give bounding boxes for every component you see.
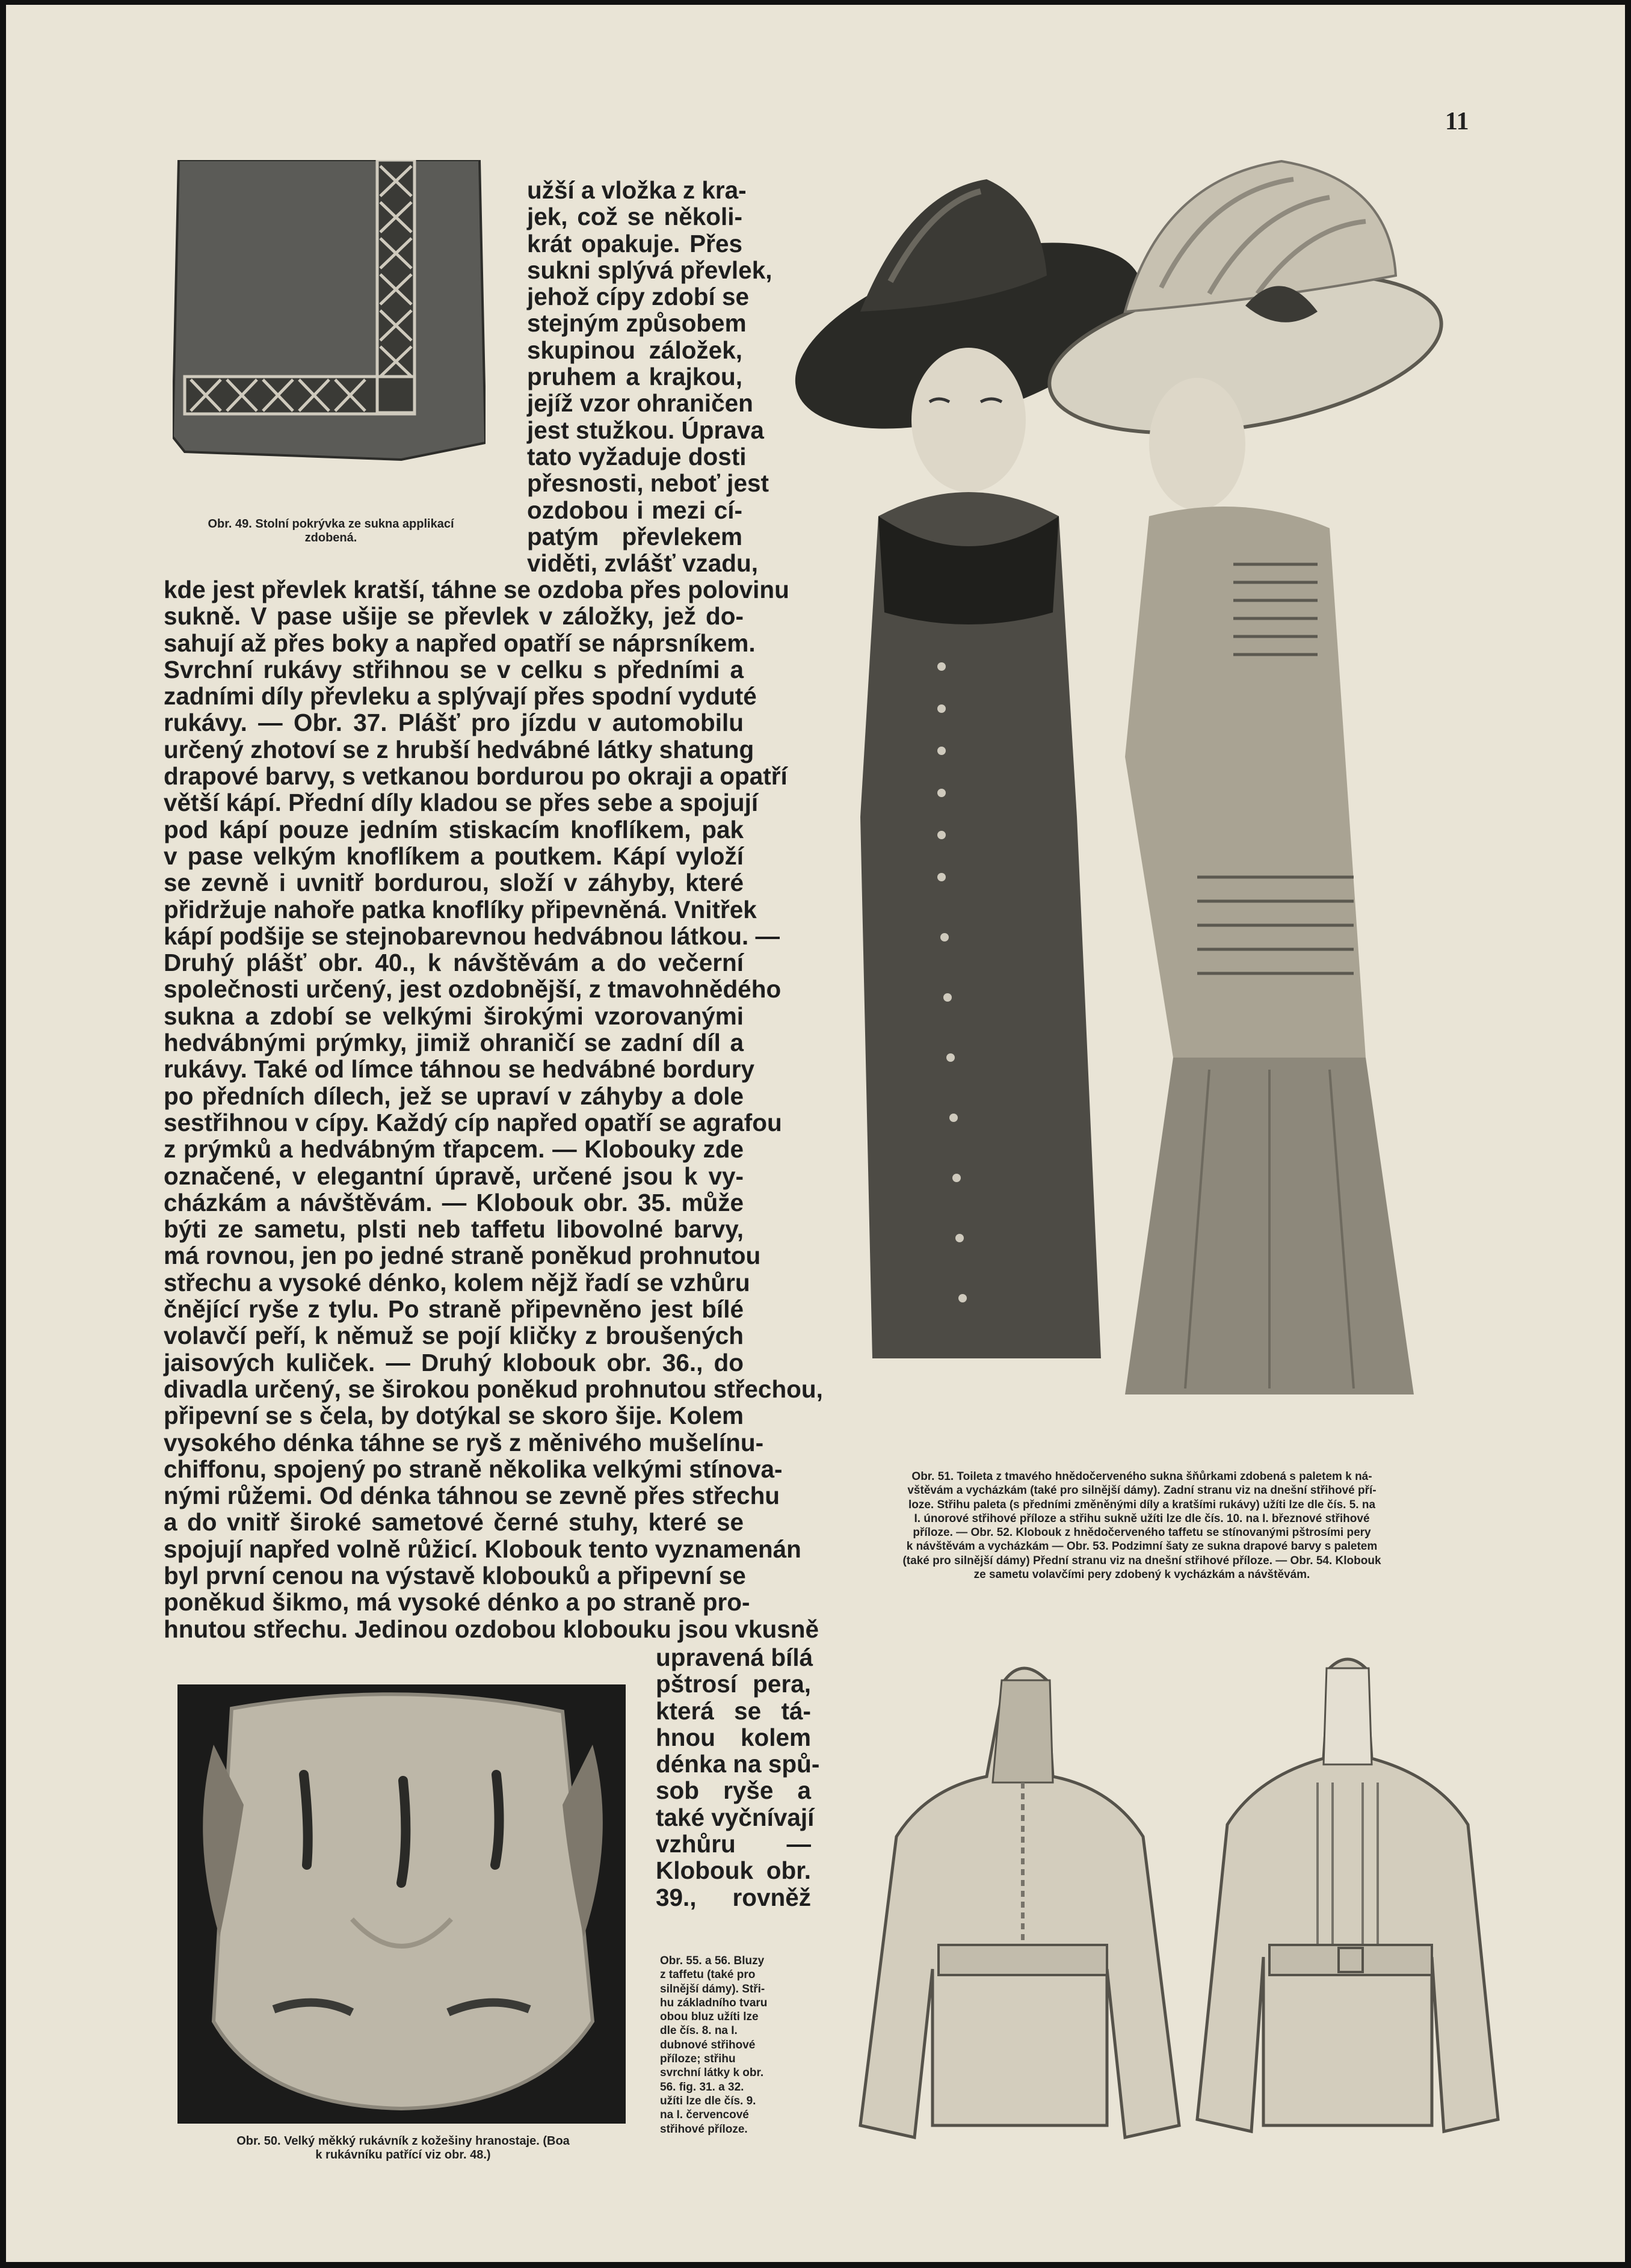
text-line: 39., rovněž	[656, 1883, 811, 1911]
text-line: sukně. V pase ušije se převlek v záložky, jež do-	[164, 602, 744, 630]
text-column-main	[164, 576, 823, 1643]
caption-line: příloze; střihu	[660, 2053, 736, 2066]
text-line: přidržuje nahoře patka knoflíky připevněná. Vnitřek	[164, 895, 757, 923]
text-line: jek, což se několi-	[527, 203, 742, 231]
text-line: střechu a vysoké dénko, kolem nějž řadí se vzhůru	[164, 1268, 750, 1296]
text-line: sahují až přes boky a napřed opatří se náprsníkem.	[164, 629, 756, 657]
text-line: viděti, zvlášť vzadu,	[527, 549, 759, 578]
caption-line: obou bluz užíti lze	[660, 2011, 759, 2024]
text-line: drapové barvy, s vetkanou bordurou po okraji a opatří	[164, 762, 788, 790]
caption-line: (také pro silnější dámy) Přední stranu viz na dnešní střihové příloze. — Obr. 54. Klobouk	[902, 1554, 1381, 1567]
caption-fig50	[156, 2134, 650, 2162]
caption-line: I. únorové střihové příloze a střihu sukně užíti lze dle čís. 10. na I. březnové střihové	[914, 1512, 1370, 1525]
text-line: cházkám a návštěvám. — Klobouk obr. 35. může	[164, 1188, 744, 1216]
caption-line: hu základního tvaru	[660, 1996, 768, 2009]
caption-line: svrchní látky k obr.	[660, 2066, 764, 2080]
text-line: byl první cenou na výstavě klobouků a připevní se	[164, 1561, 746, 1589]
text-line: a do vnitř široké sametové černé stuhy, které se	[164, 1508, 744, 1536]
text-line: divadla určený, se širokou poněkud prohnutou střechou,	[164, 1375, 823, 1403]
text-line: spojují napřed volně růžicí. Klobouk tento vyznamenán	[164, 1535, 801, 1563]
text-line: čnějící ryše z tylu. Po straně připevněno jest bílé	[164, 1295, 744, 1324]
caption-line: dle čís. 8. na I.	[660, 2024, 738, 2038]
caption-line: střihové příloze.	[660, 2122, 748, 2136]
caption-line: Obr. 49. Stolní pokrývka ze sukna applikací	[208, 517, 454, 531]
fashion-illustration-image	[788, 155, 1510, 1407]
text-line: pruhem a krajkou,	[527, 363, 742, 391]
caption-line: silnější dámy). Stři-	[660, 1982, 765, 1995]
text-line: označené, v elegantní úpravě, určené jsou k vy-	[164, 1162, 744, 1190]
text-line: která se tá-	[656, 1696, 811, 1725]
caption-line: dubnové střihové	[660, 2038, 756, 2051]
caption-line: příloze. — Obr. 52. Klobouk z hnědočerveného taffetu se stínovanými pštrosími pery	[913, 1526, 1371, 1539]
text-line: stejným způsobem	[527, 309, 747, 337]
text-line: jejíž vzor ohraničen	[527, 389, 753, 418]
text-line: nými růžemi. Od dénka táhnou se zevně přes střechu	[164, 1482, 780, 1510]
figure-51-54-fashion-illustration	[788, 155, 1510, 1407]
text-line: z prýmků a hedvábným třapcem. — Klobouky zde	[164, 1135, 744, 1163]
text-line: tato vyžaduje dosti	[527, 442, 747, 470]
text-line: kápí podšije se stejnobarevnou hedvábnou látkou. —	[164, 922, 780, 950]
figure-49-table-cover	[173, 160, 486, 461]
text-line: pod kápí pouze jedním stiskacím knoflíkem, pak	[164, 815, 744, 843]
muff-image	[177, 1684, 626, 2124]
text-line: hnutou střechu. Jedinou ozdobou klobouku jsou vkusně	[164, 1615, 819, 1643]
text-line: vysokého dénka táhne se ryš z měnivého mušelínu-	[164, 1428, 764, 1456]
text-line: upravená bílá	[656, 1644, 813, 1671]
caption-line: Obr. 50. Velký měkký rukávník z kožešiny hranostaje. (Boa	[236, 2134, 570, 2148]
text-line: vzhůru —	[656, 1830, 811, 1858]
text-line: volavčí peří, k němuž se pojí kličky z broušených	[164, 1322, 744, 1350]
text-line: ozdobou i mezi cí-	[527, 496, 742, 524]
text-line: rukávy. Také od límce táhnou se hedvábné bordury	[164, 1055, 755, 1083]
caption-line: Obr. 51. Toileta z tmavého hnědočerveného sukna šňůrkami zdobená s paletem k ná-	[911, 1470, 1372, 1483]
table-cover-image	[173, 160, 486, 461]
text-line: sukni splývá převlek,	[527, 256, 772, 284]
text-line: sestřihnou v cípy. Každý cíp napřed opatří se agrafou	[164, 1108, 782, 1136]
text-line: připevní se s čela, by dotýkal se skoro šije. Kolem	[164, 1402, 744, 1430]
page-number: 11	[1445, 108, 1469, 135]
text-line: hedvábnými prýmky, jimiž ohraničí se zadní díl a	[164, 1029, 744, 1057]
text-line: má rovnou, jen po jedné straně poněkud prohnutou	[164, 1242, 761, 1270]
text-line: zadními díly převleku a splývají přes spodní vyduté	[164, 682, 757, 710]
text-line: větší kápí. Přední díly kladou se přes sebe a spojují	[164, 789, 759, 817]
text-line: po předních dílech, jež se upraví v záhyby a dole	[164, 1082, 744, 1110]
text-line: jehož cípy zdobí se	[527, 283, 750, 311]
caption-fig51-54	[769, 1470, 1515, 1582]
text-line: pštrosí pera,	[656, 1670, 811, 1698]
text-line: také vyčnívají	[656, 1803, 815, 1831]
caption-line: Obr. 55. a 56. Bluzy	[660, 1955, 765, 1967]
text-line: dénka na spů-	[656, 1750, 820, 1778]
text-line: patým převlekem	[527, 522, 742, 550]
text-line: Klobouk obr.	[656, 1857, 811, 1885]
text-line: Svrchní rukávy střihnou se v celku s předními a	[164, 655, 744, 683]
text-line: skupinou záložek,	[527, 336, 742, 364]
text-line: býti ze sametu, plsti neb taffetu libovolné barvy,	[164, 1215, 744, 1243]
text-column-bottom	[656, 1644, 820, 1911]
text-line: kde jest převlek kratší, táhne se ozdoba přes polovinu	[164, 576, 789, 603]
text-line: krát opakuje. Přes	[527, 229, 742, 257]
caption-fig49	[156, 517, 505, 545]
text-line: společnosti určený, jest ozdobnější, z tmavohnědého	[164, 975, 782, 1003]
text-line: sukna a zdobí se velkými širokými vzorovanými	[164, 1002, 744, 1030]
text-line: jest stužkou. Úprava	[527, 416, 764, 444]
text-line: sob ryše a	[656, 1776, 811, 1805]
caption-line: loze. Střihu paleta (s předními změněnými díly a kratšími rukávy) užíti lze dle čís. 5. na	[908, 1498, 1376, 1511]
caption-line: k návštěvám a vycházkám — Obr. 53. Podzimní šaty ze sukna drapové barvy s paletem	[906, 1540, 1378, 1553]
caption-line: zdobená.	[304, 531, 357, 544]
text-line: užší a vložka z kra-	[527, 176, 747, 204]
caption-line: 56. fig. 31. a 32.	[660, 2080, 744, 2094]
caption-line: ze sametu volavčími pery zdobený k vycházkám a návštěvám.	[973, 1568, 1310, 1582]
text-line: Druhý plášť obr. 40., k návštěvám a do večerní	[164, 949, 744, 977]
text-line: v pase velkým knoflíkem a poutkem. Kápí vyloží	[164, 842, 744, 870]
text-line: poněkud šikmo, má vysoké dénko a po straně pro-	[164, 1588, 750, 1616]
text-line: rukávy. — Obr. 37. Plášť pro jízdu v automobilu	[164, 709, 744, 737]
caption-line: z taffetu (také pro	[660, 1968, 756, 1982]
text-column-top	[527, 176, 772, 578]
blouses-image	[842, 1644, 1510, 2149]
caption-line: vštěvám a vycházkám (také pro silnější dámy). Zadní stranu viz na dnešní střihové pří-	[907, 1484, 1377, 1497]
caption-line: užíti lze dle čís. 9.	[660, 2094, 756, 2107]
text-line: hnou kolem	[656, 1723, 811, 1751]
caption-fig55-56	[660, 1954, 809, 2136]
text-line: jaisových kuliček. — Druhý klobouk obr. 36., do	[164, 1348, 744, 1376]
figure-50-muff	[177, 1684, 626, 2124]
caption-line: na I. červencové	[660, 2109, 749, 2122]
text-line: přesnosti, neboť jest	[527, 469, 769, 498]
figure-55-56-blouses	[842, 1644, 1510, 2149]
text-line: chiffonu, spojený po straně několika velkými stínova-	[164, 1455, 783, 1483]
caption-line: k rukávníku patřící viz obr. 48.)	[315, 2148, 491, 2162]
text-line: určený zhotoví se z hrubší hedvábné látky shatung	[164, 735, 754, 763]
magazine-page	[6, 5, 1625, 2262]
text-line: se zevně i uvnitř bordurou, složí v záhyby, které	[164, 869, 744, 897]
